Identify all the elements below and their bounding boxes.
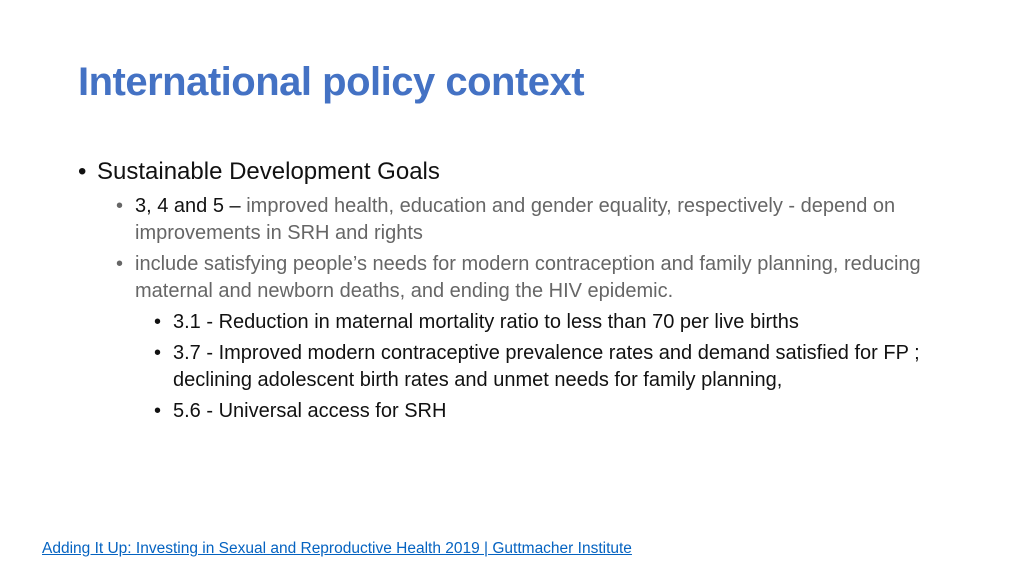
bullet-target-5-6 [78,398,958,425]
bullet-dot-icon: • [154,342,162,364]
bullet-sdg [78,155,958,189]
bullet-goals-3-4-5 [78,193,958,247]
bullet-text: include satisfying people’s needs for modern contraception and family planning, reducing maternal and newborn deaths, and ending the HIV epidemic. [135,253,921,302]
bullet-text: improved health, education and gender equality, respectively - depend on improvements in SRH and rights [135,195,896,244]
slide-title: International policy context [78,60,585,104]
bullet-target-3-7 [78,340,958,394]
bullet-dot-icon: • [78,158,87,185]
source-link[interactable]: Adding It Up: Investing in Sexual and Reproductive Health 2019 | Guttmacher Institute [42,540,632,557]
bullet-dot-icon: • [116,253,124,275]
bullet-dot-icon: • [154,311,162,333]
bullet-lead-text: 3, 4 and 5 – [135,195,241,217]
bullet-text: 3.7 - Improved modern contraceptive prevalence rates and demand satisfied for FP ; declining adolescent birth rates and unmet needs for family planning, [173,342,920,391]
bullet-target-3-1 [78,309,958,336]
bullet-text: Sustainable Development Goals [97,158,440,185]
bullet-text: 3.1 - Reduction in maternal mortality ratio to less than 70 per live births [173,311,799,333]
bullet-text: 5.6 - Universal access for SRH [173,400,447,422]
bullet-dot-icon: • [154,400,162,422]
bullet-list [78,155,958,425]
bullet-dot-icon: • [116,195,124,217]
bullet-needs [78,251,958,305]
